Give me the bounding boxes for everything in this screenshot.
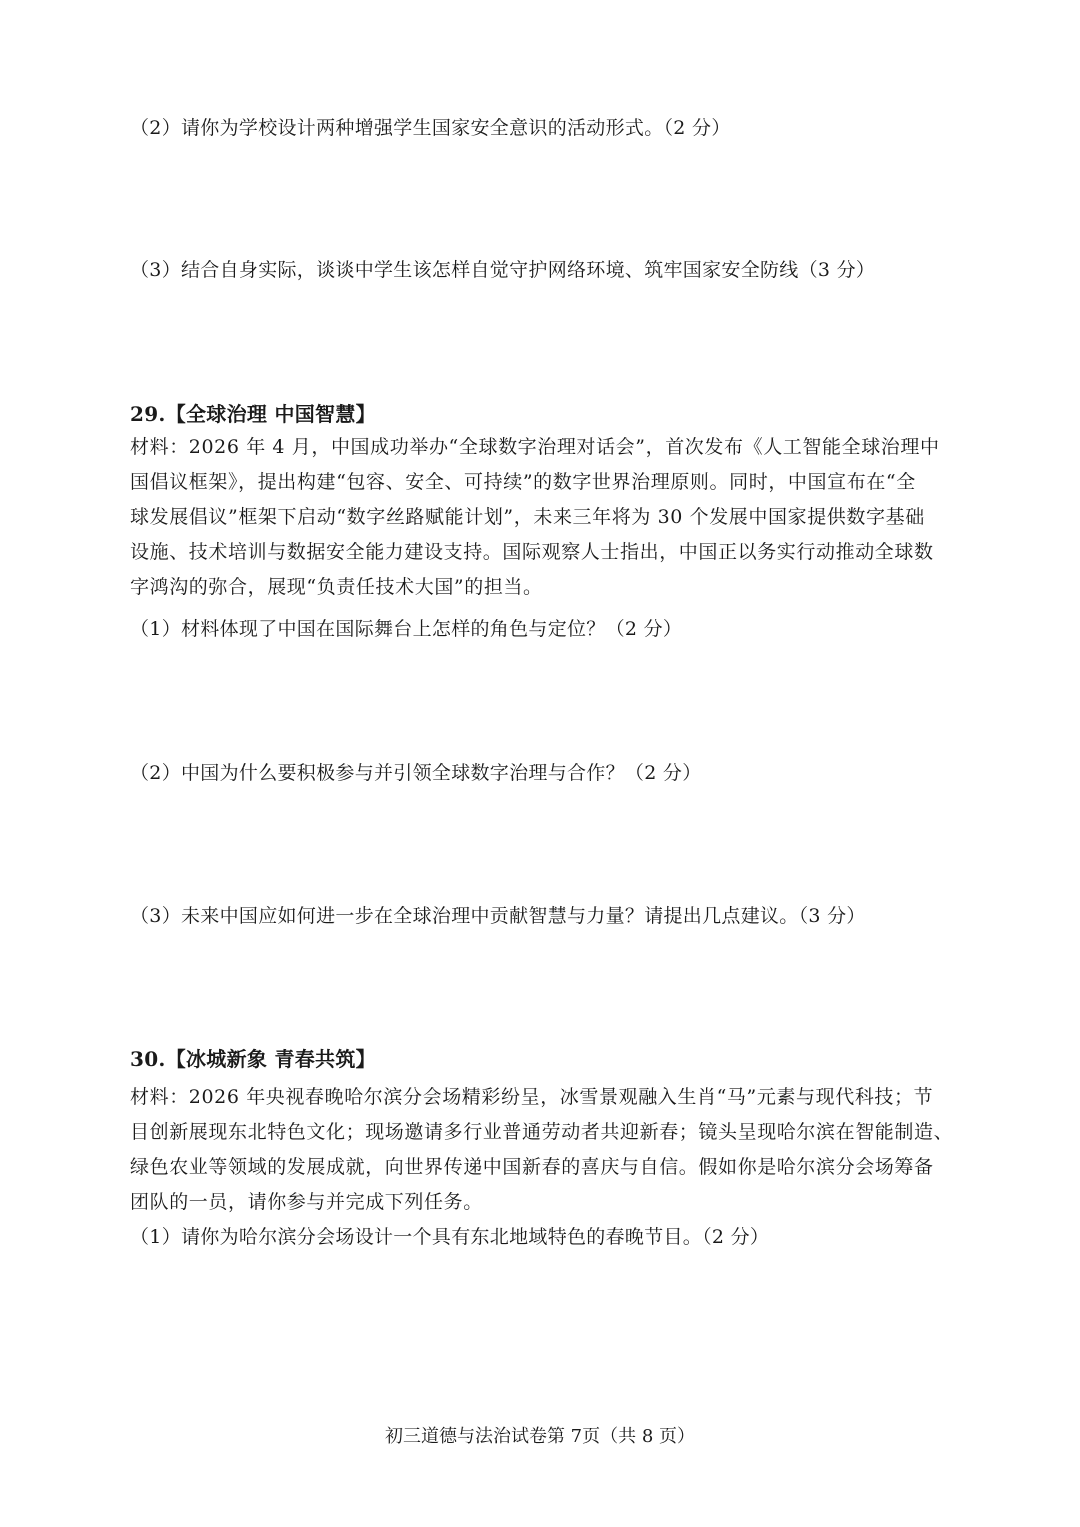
q30-material-line: 材料：2026 年央视春晚哈尔滨分会场精彩纷呈，冰雪景观融入生肖“马”元素与现代科技；节 [130,1086,934,1108]
q28-sub2-question: （2）请你为学校设计两种增强学生国家安全意识的活动形式。（2 分） [130,117,731,139]
q29-material-line: 球发展倡议”框架下启动“数字丝路赋能计划”，未来三年将为 30 个发展中国家提供数字基础 [130,506,925,528]
q30-material-line: 目创新展现东北特色文化；现场邀请多行业普通劳动者共迎新春；镜头呈现哈尔滨在智能制造、 [130,1121,954,1143]
q29-material-line: 材料：2026 年 4 月，中国成功举办“全球数字治理对话会”，首次发布《人工智能全球治理中 [130,436,940,458]
q29-sub3-question: （3）未来中国应如何进一步在全球治理中贡献智慧与力量？请提出几点建议。（3 分） [130,905,866,927]
q30-heading: 30.【冰城新象 青春共筑】 [130,1047,376,1071]
q30-material-line: 绿色农业等领域的发展成就，向世界传递中国新春的喜庆与自信。假如你是哈尔滨分会场筹备 [130,1156,934,1178]
q29-sub2-question: （2）中国为什么要积极参与并引领全球数字治理与合作？（2 分） [130,762,702,784]
page-footer: 初三道德与法治试卷第 7页（共 8 页） [384,1426,696,1447]
q29-material-line: 字鸿沟的弥合，展现“负责任技术大国”的担当。 [130,576,543,598]
q29-heading: 29.【全球治理 中国智慧】 [130,402,376,426]
q30-material [130,1080,990,1220]
q29-material-line: 国倡议框架》，提出构建“包容、安全、可持续”的数字世界治理原则。同时，中国宣布在“全 [130,471,916,493]
q30-sub1-question: （1）请你为哈尔滨分会场设计一个具有东北地域特色的春晚节目。（2 分） [130,1226,770,1248]
q29-material-line: 设施、技术培训与数据安全能力建设支持。国际观察人士指出，中国正以务实行动推动全球数 [130,541,934,563]
q28-sub3-question: （3）结合自身实际，谈谈中学生该怎样自觉守护网络环境、筑牢国家安全防线（3 分） [130,259,876,281]
q30-material-line: 团队的一员，请你参与并完成下列任务。 [130,1191,483,1213]
q29-material [130,430,990,605]
q29-sub1-question: （1）材料体现了中国在国际舞台上怎样的角色与定位？（2 分） [130,618,683,640]
